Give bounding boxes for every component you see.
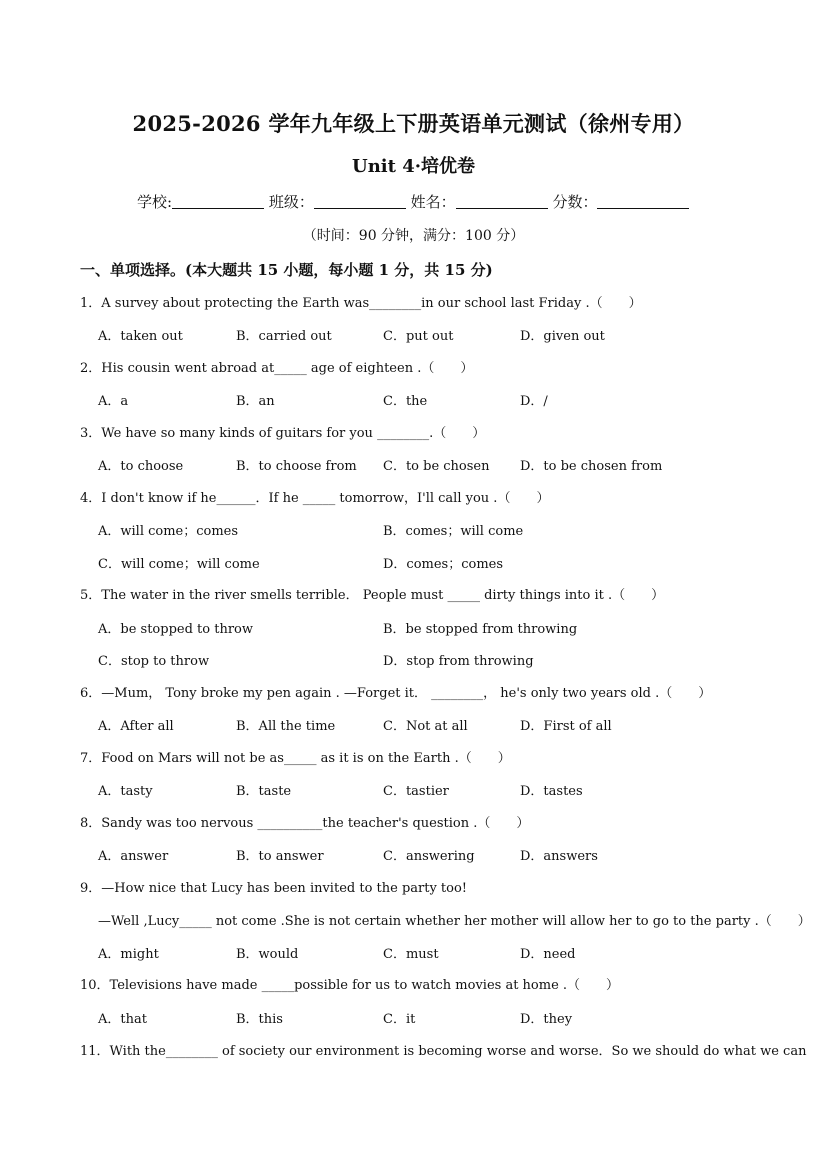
- option-d: D．they: [520, 1012, 573, 1027]
- question-text: ， he's only two years old .（ ）: [483, 686, 712, 701]
- question-5: [80, 584, 664, 603]
- score-label: 分数：: [552, 193, 598, 211]
- option-a: A．that: [98, 1012, 147, 1027]
- question-9: 9．—How nice that Lucy has been invited to the party too!: [80, 881, 468, 896]
- question-text: dirty things into it .（ ）: [479, 588, 665, 603]
- option-d: D．answers: [520, 849, 598, 864]
- question-text: .（ ）: [429, 426, 486, 441]
- option-b: B．be stopped from throwing: [383, 622, 578, 637]
- question-text: 11．With the: [80, 1044, 166, 1059]
- question-text: the teacher's question .（ ）: [322, 816, 530, 831]
- student-info-row: [137, 191, 689, 212]
- question-11: [80, 1040, 806, 1059]
- option-b: B．comes；will come: [383, 524, 524, 539]
- option-c: C．tastier: [383, 784, 449, 799]
- answer-blank: __________: [257, 816, 323, 831]
- option-a: A．will come；comes: [98, 524, 239, 539]
- option-b: B．carried out: [236, 329, 332, 344]
- question-text: 8．Sandy was too nervous: [80, 816, 258, 831]
- option-d: D．stop from throwing: [383, 654, 534, 669]
- answer-blank: _____: [261, 978, 295, 993]
- answer-blank: ________: [369, 296, 422, 311]
- option-c: C．stop to throw: [98, 654, 210, 669]
- answer-blank: _____: [283, 751, 317, 766]
- question-text: 4．I don't know if he: [80, 491, 217, 506]
- option-b: B．All the time: [236, 719, 336, 734]
- option-c: C．will come；will come: [98, 557, 260, 572]
- option-c: C．Not at all: [383, 719, 468, 734]
- name-label: 姓名：: [410, 193, 456, 211]
- school-label: 学校:: [137, 193, 173, 211]
- option-a: A．to choose: [98, 459, 184, 474]
- question-text: 3．We have so many kinds of guitars for you: [80, 426, 378, 441]
- option-d: D．to be chosen from: [520, 459, 663, 474]
- option-b: B．an: [236, 394, 275, 409]
- question-text: ．If he _____ tomorrow，I'll call you .（ ）: [255, 491, 550, 506]
- question-8: [80, 812, 529, 831]
- option-a: A．taken out: [98, 329, 183, 344]
- question-text: as it is on the Earth .（ ）: [316, 751, 511, 766]
- option-a: A．After all: [98, 719, 174, 734]
- option-a: A．a: [98, 394, 129, 409]
- question-9-line-2: —Well ,Lucy_____ not come .She is not certain whether her mother will allow her to go to the party .（ ）: [98, 914, 811, 929]
- question-7: [80, 747, 511, 766]
- question-text: 6．—Mum， Tony broke my pen again . —Forget it．: [80, 686, 432, 701]
- option-b: B．taste: [236, 784, 292, 799]
- option-b: B．this: [236, 1012, 283, 1027]
- answer-blank: ________: [165, 1044, 218, 1059]
- answer-blank: ________: [431, 686, 484, 701]
- class-label: 班级：: [268, 193, 314, 211]
- answer-blank: ______: [216, 491, 256, 506]
- answer-blank: ________: [377, 426, 430, 441]
- question-text: 2．His cousin went abroad at: [80, 361, 275, 376]
- option-a: A．be stopped to throw: [98, 622, 253, 637]
- question-1: [80, 292, 642, 311]
- option-c: C．the: [383, 394, 428, 409]
- question-10: [80, 974, 619, 993]
- section-heading: 一、单项选择。(本大题共 15 小题，每小题 1 分，共 15 分): [80, 261, 493, 279]
- score-blank: [597, 194, 689, 209]
- time-note: （时间：90 分钟，满分：100 分）: [302, 228, 525, 244]
- question-4: [80, 487, 549, 506]
- option-b: B．would: [236, 947, 299, 962]
- page-title: 2025-2026 学年九年级上下册英语单元测试（徐州专用）: [132, 111, 695, 136]
- question-6: [80, 682, 711, 701]
- option-b: B．to choose from: [236, 459, 357, 474]
- question-2: [80, 357, 473, 376]
- option-d: D．comes；comes: [383, 557, 504, 572]
- option-d: D．/: [520, 394, 548, 409]
- option-d: D．tastes: [520, 784, 583, 799]
- question-text: in our school last Friday .（ ）: [421, 296, 642, 311]
- option-d: D．First of all: [520, 719, 612, 734]
- class-blank: [314, 194, 406, 209]
- option-c: C．it: [383, 1012, 416, 1027]
- answer-blank: _____: [274, 361, 307, 376]
- question-text: of society our environment is becoming worse and worse．So we should do what we can: [217, 1044, 807, 1059]
- option-c: C．must: [383, 947, 439, 962]
- option-b: B．to answer: [236, 849, 324, 864]
- question-3: [80, 422, 485, 441]
- option-a: A．tasty: [98, 784, 153, 799]
- option-c: C．put out: [383, 329, 454, 344]
- option-a: A．answer: [98, 849, 169, 864]
- answer-blank: _____: [447, 588, 480, 603]
- question-text: possible for us to watch movies at home .（ ）: [294, 978, 620, 993]
- option-a: A．might: [98, 947, 159, 962]
- question-text: 1．A survey about protecting the Earth was: [80, 296, 370, 311]
- option-c: C．answering: [383, 849, 475, 864]
- question-text: age of eighteen .（ ）: [306, 361, 474, 376]
- option-d: D．need: [520, 947, 576, 962]
- option-c: C．to be chosen: [383, 459, 490, 474]
- page-subtitle: Unit 4·培优卷: [352, 156, 475, 177]
- school-blank: [172, 194, 264, 209]
- question-text: 5．The water in the river smells terrible． People must: [80, 588, 448, 603]
- question-text: 7．Food on Mars will not be as: [80, 751, 284, 766]
- option-d: D．given out: [520, 329, 605, 344]
- name-blank: [456, 194, 548, 209]
- question-text: 10．Televisions have made: [80, 978, 262, 993]
